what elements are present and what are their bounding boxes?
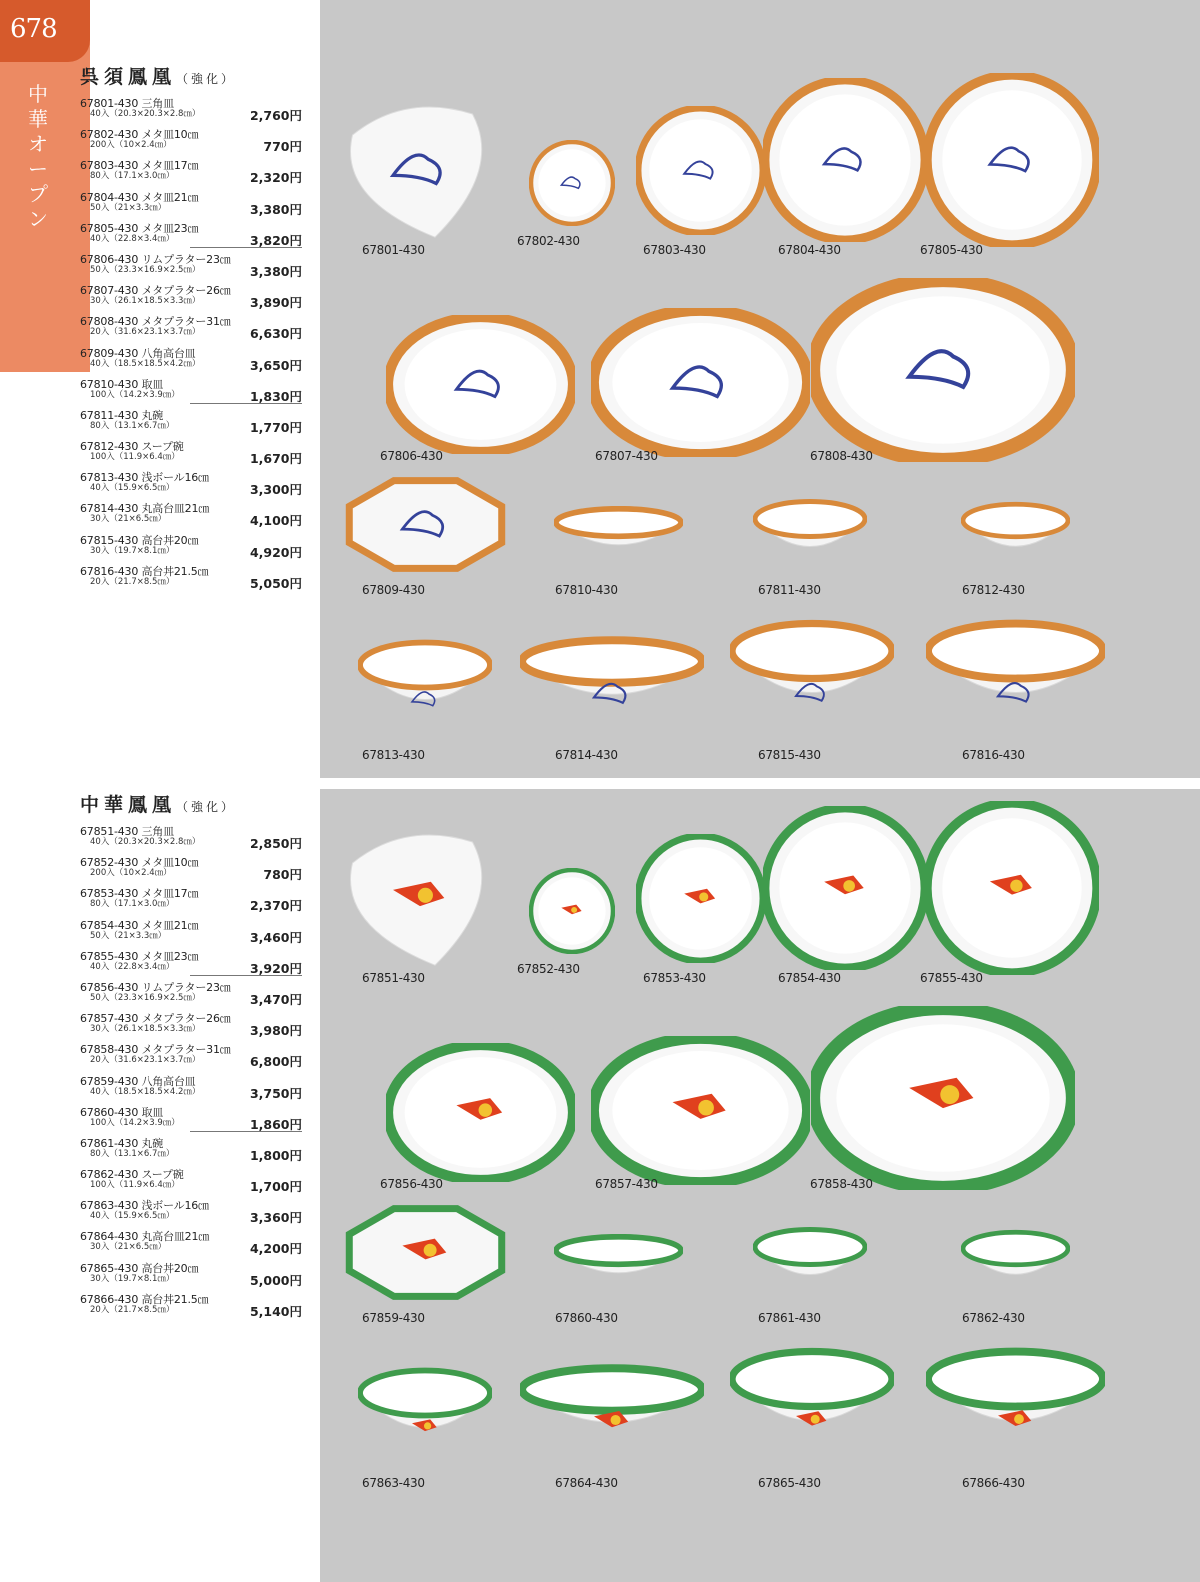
price-list-item [80, 917, 302, 948]
price-list-item [80, 157, 302, 188]
product-price: 5,140円 [249, 1303, 302, 1319]
product-code: 67862-430 [80, 1168, 139, 1182]
price-list-item [80, 948, 302, 979]
product-title: メタプラター31㎝ [141, 1043, 231, 1057]
bowl-image [730, 618, 894, 732]
product-spec: 40入（18.5×18.5×4.2㎝） [90, 358, 201, 369]
product-title: メタ皿10㎝ [141, 128, 199, 142]
product-code-label: 67803-430 [643, 243, 706, 257]
product-spec: 30入（21×6.5㎝） [90, 514, 167, 525]
product-code: 67804-430 [80, 190, 139, 204]
price-list-item [80, 220, 302, 251]
product-title: 高台丼20㎝ [141, 533, 199, 547]
plate-image [341, 1203, 510, 1302]
product-price: 1,800円 [249, 1147, 302, 1163]
product-price: 3,890円 [249, 295, 302, 311]
product-code: 67859-430 [80, 1074, 139, 1088]
product-code: 67858-430 [80, 1043, 139, 1057]
product-title: 八角高台皿 [141, 346, 196, 360]
product-spec: 200入（10×2.4㎝） [90, 140, 172, 151]
price-list-item [80, 823, 302, 854]
bowl-image [554, 1234, 683, 1293]
product-spec: 20入（21.7×8.5㎝） [90, 1304, 175, 1315]
product-title: メタ皿21㎝ [141, 918, 199, 932]
product-spec: 20入（21.7×8.5㎝） [90, 576, 175, 587]
product-title: メタプラター31㎝ [141, 315, 231, 329]
price-list-item [80, 251, 302, 282]
product-price: 3,380円 [249, 263, 302, 279]
price-list-item [80, 1135, 302, 1166]
plate-image [811, 278, 1075, 462]
product-spec: 80入（17.1×3.0㎝） [90, 171, 175, 182]
product-price: 3,300円 [249, 482, 302, 498]
product-price: 3,380円 [249, 201, 302, 217]
product-code: 67809-430 [80, 346, 139, 360]
price-list-item [80, 345, 302, 376]
product-spec: 50入（21×3.3㎝） [90, 202, 167, 213]
bowl-image [961, 1229, 1070, 1298]
plate-image [636, 106, 765, 235]
price-list-item [80, 1291, 302, 1322]
price-list-item [80, 1228, 302, 1259]
plate-image [529, 140, 615, 226]
product-code: 67854-430 [80, 918, 139, 932]
page-number: 678 [10, 14, 57, 44]
product-title: スープ碗 [141, 1168, 184, 1182]
product-spec: 100入（11.9×6.4㎝） [90, 452, 180, 463]
product-code-label: 67813-430 [362, 748, 425, 762]
product-code: 67813-430 [80, 471, 139, 485]
product-code: 67805-430 [80, 221, 139, 235]
price-list-item [80, 1010, 302, 1041]
bowl-image [358, 1366, 492, 1460]
product-code: 67814-430 [80, 502, 139, 516]
price-list-item [80, 563, 302, 594]
plate-image [925, 73, 1099, 247]
product-title: 浅ボール16㎝ [141, 471, 209, 485]
product-price: 4,200円 [249, 1241, 302, 1257]
product-code: 67852-430 [80, 856, 139, 870]
product-spec: 30入（26.1×18.5×3.3㎝） [90, 1024, 201, 1035]
product-price: 3,460円 [249, 929, 302, 945]
bowl-image [926, 1346, 1105, 1460]
price-list-item [80, 1260, 302, 1291]
product-title: 丸碗 [141, 1136, 164, 1150]
plate-image [386, 315, 575, 454]
product-spec: 50入（21×3.3㎝） [90, 930, 167, 941]
product-code-label: 67854-430 [778, 971, 841, 985]
section-title-1: 中華鳳凰（強化） [80, 794, 237, 816]
product-code: 67806-430 [80, 252, 139, 266]
bowl-image [520, 636, 704, 725]
product-code-label: 67851-430 [362, 971, 425, 985]
product-title: メタ皿23㎝ [141, 221, 199, 235]
product-spec: 100入（14.2×3.9㎝） [90, 389, 180, 400]
product-code-label: 67814-430 [555, 748, 618, 762]
product-title: 三角皿 [141, 825, 174, 838]
product-title: 高台丼21.5㎝ [141, 564, 209, 578]
product-code-label: 67802-430 [517, 234, 580, 248]
product-spec: 50入（23.3×16.9×2.5㎝） [90, 264, 201, 275]
product-spec: 20入（31.6×23.1×3.7㎝） [90, 327, 201, 338]
price-list-item [80, 189, 302, 220]
product-spec: 40入（20.3×20.3×2.8㎝） [90, 109, 201, 119]
product-title: リムプラター23㎝ [141, 252, 231, 266]
category-tab-label: 中華オープン [28, 82, 48, 231]
product-code-label: 67864-430 [555, 1476, 618, 1490]
price-list-item [80, 407, 302, 438]
product-code-label: 67857-430 [595, 1177, 658, 1191]
bowl-image [753, 1226, 867, 1300]
product-code: 67812-430 [80, 440, 139, 454]
product-code: 67807-430 [80, 284, 139, 298]
product-title: メタプラター26㎝ [141, 1012, 231, 1026]
product-spec: 40入（15.9×6.5㎝） [90, 483, 175, 494]
product-price: 1,860円 [249, 1116, 302, 1132]
product-price: 6,800円 [249, 1054, 302, 1070]
product-code-label: 67809-430 [362, 583, 425, 597]
bowl-image [520, 1364, 704, 1453]
product-price: 4,920円 [249, 544, 302, 560]
product-spec: 100入（14.2×3.9㎝） [90, 1117, 180, 1128]
product-code-label: 67815-430 [758, 748, 821, 762]
product-price: 3,820円 [249, 232, 302, 248]
product-code-label: 67865-430 [758, 1476, 821, 1490]
product-code: 67866-430 [80, 1292, 139, 1306]
plate-image [591, 1036, 810, 1185]
product-code-label: 67812-430 [962, 583, 1025, 597]
price-list-chuka-houou [80, 823, 302, 1322]
product-spec: 40入（22.8×3.4㎝） [90, 233, 175, 244]
product-title: スープ碗 [141, 440, 184, 454]
plate-image [763, 806, 927, 970]
plate-image [591, 308, 810, 457]
price-list-item [80, 1104, 302, 1135]
product-title: メタ皿10㎝ [141, 856, 199, 870]
product-code-label: 67816-430 [962, 748, 1025, 762]
product-code-label: 67859-430 [362, 1311, 425, 1325]
product-spec: 80入（17.1×3.0㎝） [90, 899, 175, 910]
product-spec: 30入（19.7×8.1㎝） [90, 545, 175, 556]
plate-image [386, 1043, 575, 1182]
product-price: 2,850円 [249, 836, 302, 851]
plate-image [343, 826, 497, 970]
product-title: メタ皿23㎝ [141, 949, 199, 963]
product-code: 67857-430 [80, 1012, 139, 1026]
product-spec: 80入（13.1×6.7㎝） [90, 420, 175, 431]
price-list-item [80, 1166, 302, 1197]
product-price: 780円 [263, 867, 302, 883]
product-title: 八角高台皿 [141, 1074, 196, 1088]
plate-image [763, 78, 927, 242]
product-code: 67853-430 [80, 887, 139, 901]
product-price: 770円 [263, 139, 302, 155]
bowl-image [358, 638, 492, 732]
product-code-label: 67811-430 [758, 583, 821, 597]
price-list-item [80, 854, 302, 885]
product-title: メタ皿17㎝ [141, 159, 199, 173]
product-code-label: 67806-430 [380, 449, 443, 463]
product-code: 67864-430 [80, 1230, 139, 1244]
bowl-image [961, 501, 1070, 570]
product-title: 三角皿 [141, 97, 174, 110]
plate-image [343, 98, 497, 242]
product-price: 3,980円 [249, 1023, 302, 1039]
price-list-item [80, 532, 302, 563]
product-code: 67816-430 [80, 564, 139, 578]
product-code: 67801-430 [80, 97, 139, 110]
product-title: メタ皿21㎝ [141, 190, 199, 204]
product-code: 67861-430 [80, 1136, 139, 1150]
price-list-item [80, 95, 302, 126]
product-title: 丸碗 [141, 408, 164, 422]
product-spec: 80入（13.1×6.7㎝） [90, 1148, 175, 1159]
product-code: 67863-430 [80, 1199, 139, 1213]
product-title: 取皿 [141, 377, 164, 391]
bowl-image [554, 506, 683, 565]
product-price: 5,000円 [249, 1272, 302, 1288]
price-list-item [80, 313, 302, 344]
product-code: 67855-430 [80, 949, 139, 963]
price-list-item [80, 126, 302, 157]
plate-image [341, 475, 510, 574]
product-code-label: 67855-430 [920, 971, 983, 985]
price-list-item [80, 282, 302, 313]
product-spec: 30入（19.7×8.1㎝） [90, 1273, 175, 1284]
price-list-item [80, 438, 302, 469]
product-code-label: 67804-430 [778, 243, 841, 257]
product-title: 取皿 [141, 1105, 164, 1119]
product-code: 67808-430 [80, 315, 139, 329]
product-spec: 50入（23.3×16.9×2.5㎝） [90, 992, 201, 1003]
price-list-item [80, 979, 302, 1010]
product-price: 3,920円 [249, 960, 302, 976]
product-code-label: 67801-430 [362, 243, 425, 257]
price-list-item [80, 500, 302, 531]
product-code-label: 67807-430 [595, 449, 658, 463]
product-spec: 40入（15.9×6.5㎝） [90, 1211, 175, 1222]
product-code: 67811-430 [80, 408, 139, 422]
product-title: 高台丼20㎝ [141, 1261, 199, 1275]
product-code: 67865-430 [80, 1261, 139, 1275]
price-list-item [80, 376, 302, 407]
product-spec: 20入（31.6×23.1×3.7㎝） [90, 1055, 201, 1066]
product-spec: 40入（22.8×3.4㎝） [90, 961, 175, 972]
product-code-label: 67810-430 [555, 583, 618, 597]
product-price: 4,100円 [249, 513, 302, 529]
product-spec: 30入（26.1×18.5×3.3㎝） [90, 296, 201, 307]
product-code-label: 67858-430 [810, 1177, 873, 1191]
product-price: 3,360円 [249, 1210, 302, 1226]
product-price: 2,320円 [249, 170, 302, 186]
price-list-goshu-houou [80, 95, 302, 594]
product-price: 6,630円 [249, 326, 302, 342]
product-code: 67803-430 [80, 159, 139, 173]
product-code: 67851-430 [80, 825, 139, 838]
price-list-item [80, 1041, 302, 1072]
product-code-label: 67805-430 [920, 243, 983, 257]
product-price: 2,370円 [249, 898, 302, 914]
product-price: 1,700円 [249, 1179, 302, 1195]
product-spec: 40入（20.3×20.3×2.8㎝） [90, 837, 201, 847]
plate-image [636, 834, 765, 963]
product-code-label: 67863-430 [362, 1476, 425, 1490]
product-price: 3,470円 [249, 991, 302, 1007]
bowl-image [730, 1346, 894, 1460]
product-price: 1,670円 [249, 451, 302, 467]
price-list-item [80, 885, 302, 916]
product-code: 67815-430 [80, 533, 139, 547]
product-spec: 100入（11.9×6.4㎝） [90, 1180, 180, 1191]
product-code-label: 67866-430 [962, 1476, 1025, 1490]
product-title: リムプラター23㎝ [141, 980, 231, 994]
product-title: 浅ボール16㎝ [141, 1199, 209, 1213]
product-spec: 30入（21×6.5㎝） [90, 1242, 167, 1253]
product-price: 1,770円 [249, 419, 302, 435]
bowl-image [926, 618, 1105, 732]
product-spec: 200入（10×2.4㎝） [90, 868, 172, 879]
product-title: 丸高台皿21㎝ [141, 1230, 210, 1244]
product-code: 67856-430 [80, 980, 139, 994]
price-list-item [80, 1073, 302, 1104]
plate-image [529, 868, 615, 954]
product-code-label: 67861-430 [758, 1311, 821, 1325]
plate-image [925, 801, 1099, 975]
product-code-label: 67808-430 [810, 449, 873, 463]
product-title: メタ皿17㎝ [141, 887, 199, 901]
product-code: 67860-430 [80, 1105, 139, 1119]
bowl-image [753, 498, 867, 572]
product-code-label: 67862-430 [962, 1311, 1025, 1325]
product-code-label: 67860-430 [555, 1311, 618, 1325]
product-title: メタプラター26㎝ [141, 284, 231, 298]
product-title: 丸高台皿21㎝ [141, 502, 210, 516]
product-code-label: 67856-430 [380, 1177, 443, 1191]
price-list-item [80, 469, 302, 500]
product-spec: 40入（18.5×18.5×4.2㎝） [90, 1086, 201, 1097]
product-title: 高台丼21.5㎝ [141, 1292, 209, 1306]
product-code-label: 67852-430 [517, 962, 580, 976]
product-code: 67810-430 [80, 377, 139, 391]
product-price: 2,760円 [249, 108, 302, 123]
product-code-label: 67853-430 [643, 971, 706, 985]
plate-image [811, 1006, 1075, 1190]
price-list-item [80, 1197, 302, 1228]
product-price: 3,650円 [249, 357, 302, 373]
product-code: 67802-430 [80, 128, 139, 142]
product-price: 5,050円 [249, 575, 302, 591]
product-price: 1,830円 [249, 388, 302, 404]
product-price: 3,750円 [249, 1085, 302, 1101]
section-title-0: 呉須鳳凰（強化） [80, 66, 237, 88]
